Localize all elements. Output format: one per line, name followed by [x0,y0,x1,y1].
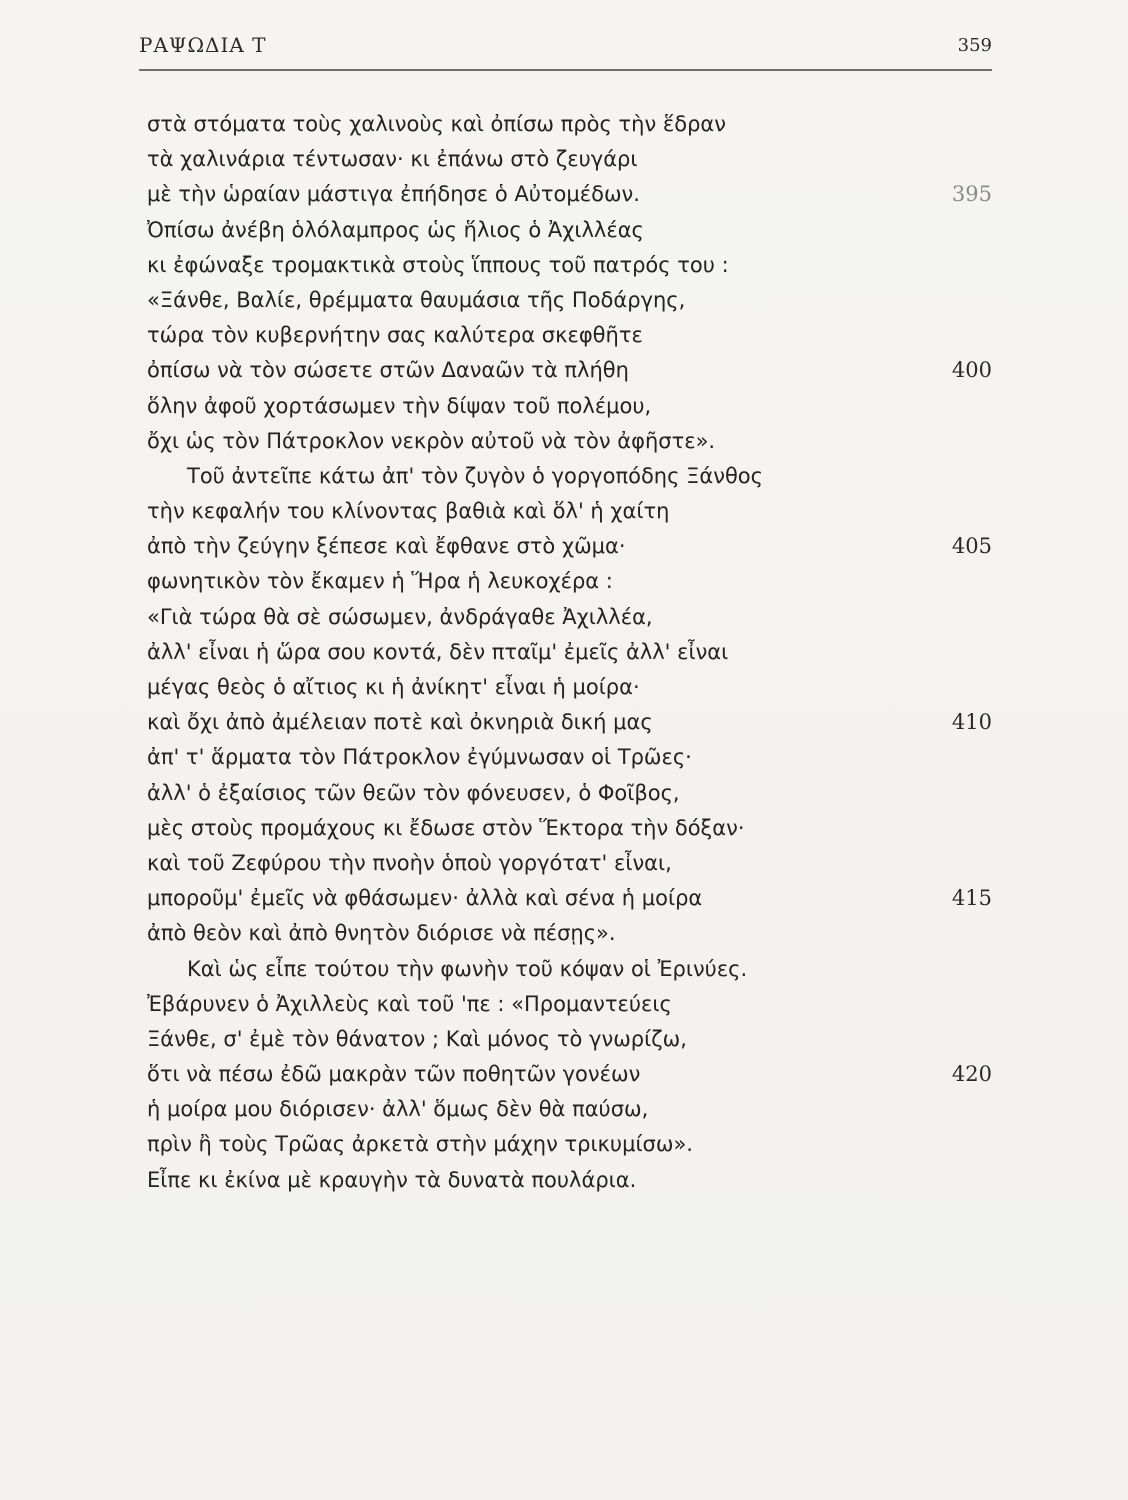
verse-line [147,635,992,670]
page-number: 359 [957,35,992,56]
verse-line [147,142,992,177]
verse-text: καὶ ὄχι ἀπὸ ἀμέλειαν ποτὲ καὶ ὀκνηριὰ δική μας [147,710,653,735]
verse-line [147,1092,992,1127]
verse-text: ἀπὸ τὴν ζεύγην ξέπεσε καὶ ἔφθανε στὸ χῶμα· [147,534,626,559]
verse-text: Ὀπίσω ἀνέβη ὁλόλαμπρος ὡς ἥλιος ὁ Ἀχιλλέας [147,217,644,242]
running-head [139,33,992,67]
verse-line [147,1163,992,1198]
verse-line [147,213,992,248]
verse-text: φωνητικὸν τὸν ἔκαμεν ἡ Ἥρα ἡ λευκοχέρα : [147,569,613,594]
verse-line [147,776,992,811]
verse-text: κι ἐφώναξε τρομακτικὰ στοὺς ἵππους τοῦ πατρός του : [147,252,729,277]
verse-text: ὅλην ἀφοῦ χορτάσωμεν τὴν δίψαν τοῦ πολέμου, [147,393,652,418]
verse-line [147,1057,992,1092]
verse-text: μποροῦμ' ἐμεῖς νὰ φθάσωμεν· ἀλλὰ καὶ σένα ἡ μοίρα [147,886,703,911]
verse-text: ἀπὸ θεὸν καὶ ἀπὸ θνητὸν διόρισε νὰ πέσῃς». [147,921,616,946]
verse-text: ἀπ' τ' ἅρματα τὸν Πάτροκλον ἐγύμνωσαν οἱ Τρῶες· [147,745,692,770]
verse-text: Καὶ ὡς εἶπε τούτου τὴν φωνὴν τοῦ κόψαν οἱ Ἐρινύες. [187,956,748,981]
verse-line [147,107,992,142]
line-number: 395 [951,182,992,207]
verse-text: μὲς στοὺς προμάχους κι ἔδωσε στὸν Ἕκτορα τὴν δόξαν· [147,815,745,840]
verse-text: τὰ χαλινάρια τέντωσαν· κι ἐπάνω στὸ ζευγάρι [147,147,638,172]
verse-text: καὶ τοῦ Ζεφύρου τὴν πνοὴν ὁποὺ γοργότατ' εἶναι, [147,850,672,875]
verse-text: Ἐβάρυνεν ὁ Ἀχιλλεὺς καὶ τοῦ 'πε : «Προμαντεύεις [147,991,672,1016]
verse-text: «Γιὰ τώρα θὰ σὲ σώσωμεν, ἀνδράγαθε Ἀχιλλέα, [147,604,653,629]
verse-line [147,600,992,635]
verse-text: τὴν κεφαλήν του κλίνοντας βαθιὰ καὶ ὅλ' ἡ χαίτη [147,499,670,524]
verse-line [147,811,992,846]
line-number: 405 [951,534,992,559]
verse-line [147,564,992,599]
verse-text: στὰ στόματα τοὺς χαλινοὺς καὶ ὀπίσω πρὸς τὴν ἕδραν [147,112,726,136]
verse-line [147,389,992,424]
verse-text: μὲ τὴν ὡραίαν μάστιγα ἐπήδησε ὁ Αὐτομέδων. [147,182,640,207]
line-number: 415 [951,886,992,911]
verse-line [147,952,992,987]
verse-text: «Ξάνθε, Βαλίε, θρέμματα θαυμάσια τῆς Ποδάργης, [147,287,686,312]
verse-text: ὀπίσω νὰ τὸν σώσετε στῶν Δαναῶν τὰ πλήθη [147,358,629,383]
verse-text: ὅτι νὰ πέσω ἐδῶ μακρὰν τῶν ποθητῶν γονέων [147,1062,641,1087]
verse-line [147,670,992,705]
line-number: 420 [951,1062,992,1087]
header-rule [139,69,992,71]
verse-text: ἀλλ' ὁ ἐξαίσιος τῶν θεῶν τὸν φόνευσεν, ὁ Φοῖβος, [147,780,680,805]
verse-block [147,107,992,1198]
verse-text: ὄχι ὡς τὸν Πάτροκλον νεκρὸν αὐτοῦ νὰ τὸν ἀφῆστε». [147,428,716,453]
verse-line [147,248,992,283]
line-number: 400 [951,358,992,383]
verse-line [147,353,992,388]
line-number: 410 [951,710,992,735]
verse-line [147,529,992,564]
verse-line [147,1022,992,1057]
verse-line [147,424,992,459]
verse-text: Εἶπε κι ἐκίνα μὲ κραυγὴν τὰ δυνατὰ πουλάρια. [147,1167,637,1192]
running-title: ΡΑΨΩΔΙΑ Τ [139,33,267,57]
verse-text: ἀλλ' εἶναι ἡ ὥρα σου κοντά, δὲν πταῖμ' ἐμεῖς ἀλλ' εἶναι [147,639,729,664]
verse-text: ἡ μοίρα μου διόρισεν· ἀλλ' ὅμως δὲν θὰ παύσω, [147,1097,649,1122]
verse-line [147,177,992,212]
verse-line [147,987,992,1022]
verse-line [147,705,992,740]
verse-line [147,494,992,529]
verse-text: τώρα τὸν κυβερνήτην σας καλύτερα σκεφθῆτε [147,323,643,348]
verse-line [147,881,992,916]
verse-text: Τοῦ ἀντεῖπε κάτω ἀπ' τὸν ζυγὸν ὁ γοργοπόδης Ξάνθος [187,463,763,488]
verse-line [147,740,992,775]
verse-line [147,1127,992,1162]
verse-text: Ξάνθε, σ' ἐμὲ τὸν θάνατον ; Καὶ μόνος τὸ γνωρίζω, [147,1026,687,1051]
verse-line [147,459,992,494]
verse-line [147,318,992,353]
verse-text: πρὶν ἢ τοὺς Τρῶας ἀρκετὰ στὴν μάχην τρικυμίσω». [147,1132,693,1157]
verse-line [147,846,992,881]
verse-line [147,916,992,951]
verse-line [147,283,992,318]
verse-text: μέγας θεὸς ὁ αἴτιος κι ἡ ἀνίκητ' εἶναι ἡ μοίρα· [147,675,640,699]
